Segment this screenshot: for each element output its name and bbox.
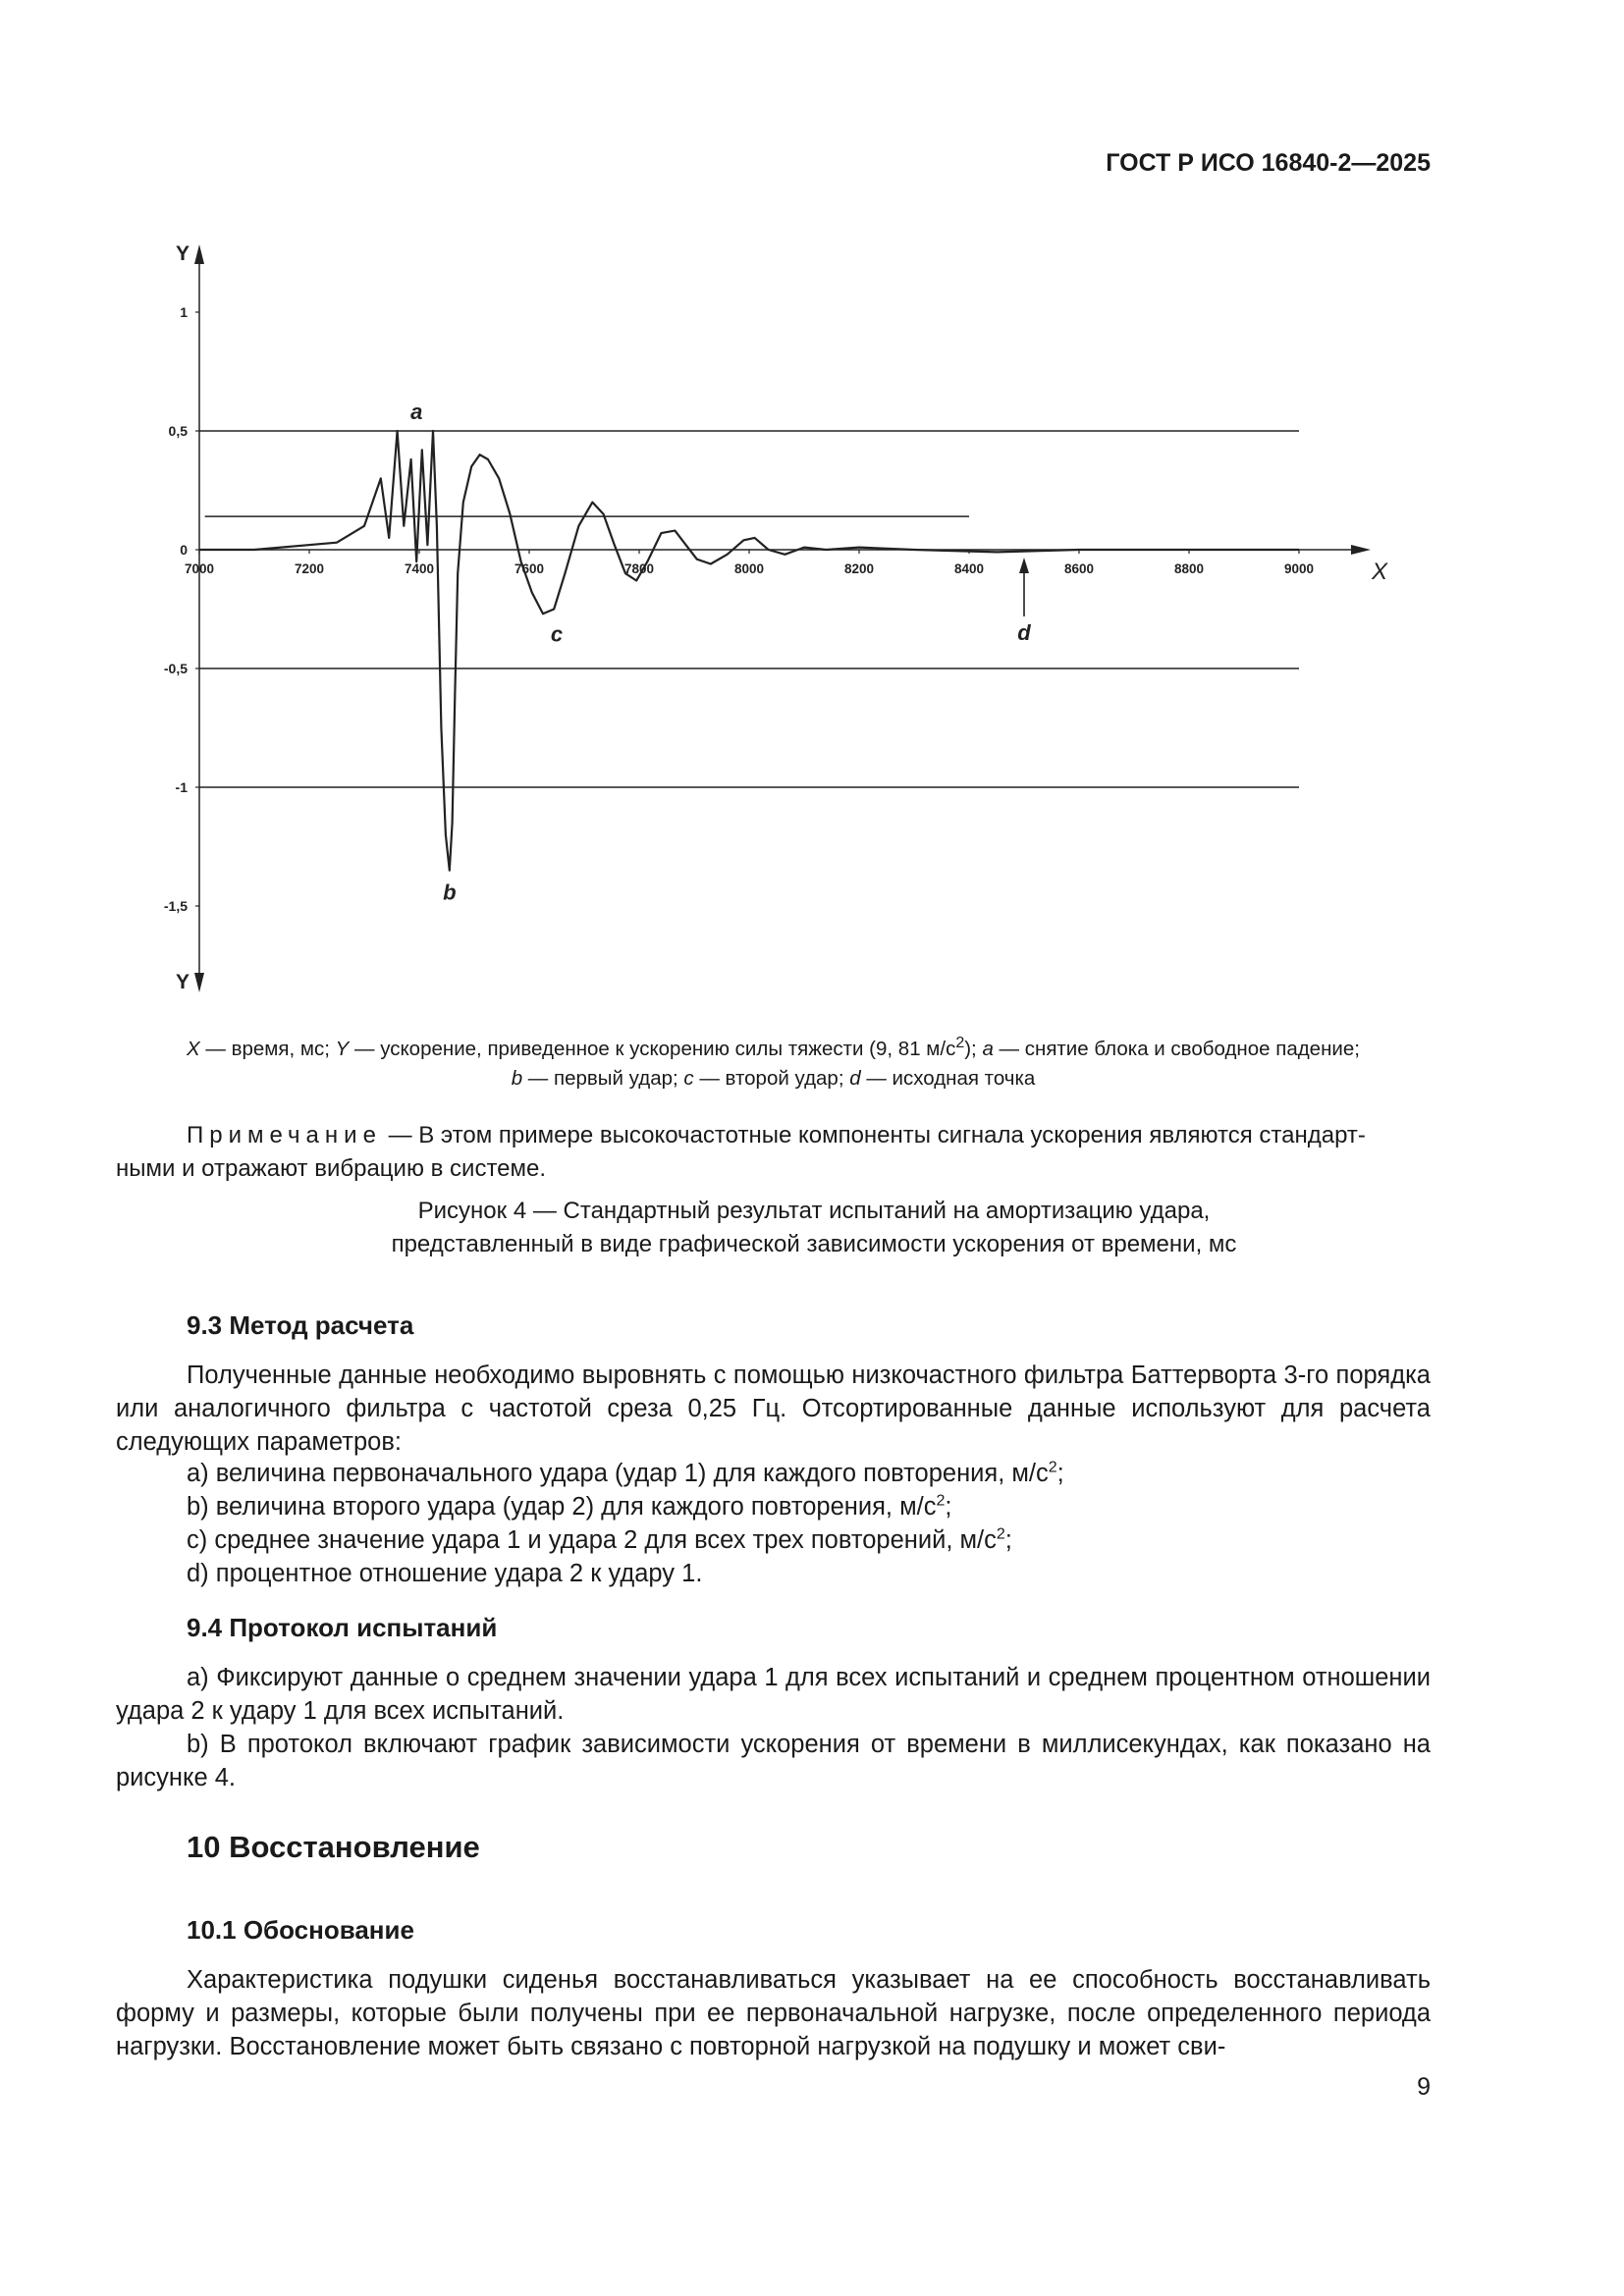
section-9-4-para-a: а) Фиксируют данные о среднем значении удара 1 для всех испытаний и среднем процентном отношении удара 2 к удару 1 для всех испытаний. (116, 1664, 1431, 1725)
legend-x-text: — время, мс; (199, 1038, 336, 1060)
annotation-d-arrowhead (1019, 558, 1029, 573)
y-tick-label: 0 (180, 542, 188, 558)
y-axis-label-top: Y (176, 242, 190, 265)
annotation-c: c (550, 621, 564, 647)
x-axis-label: X (1372, 559, 1388, 585)
section-9-4-heading: 9.4 Протокол испытаний (187, 1613, 498, 1642)
annotation-d: d (1017, 620, 1031, 645)
document-header: ГОСТ Р ИСО 16840-2—2025 (1106, 149, 1431, 177)
legend-a-text: — снятие блока и свободное падение; (993, 1038, 1360, 1060)
list-item-c-end: ; (1004, 1526, 1012, 1554)
section-10-1-heading: 10.1 Обоснование (187, 1915, 414, 1945)
legend-y-symbol: Y (335, 1038, 350, 1060)
y-tick-label: -1 (175, 779, 188, 795)
note-text-line-2: ными и отражают вибрацию в системе. (116, 1155, 547, 1182)
chart-series (199, 431, 1299, 871)
x-tick-label: 8400 (953, 561, 985, 576)
annotation-b: b (443, 880, 457, 905)
section-9-4-para-b: b) В протокол включают график зависимости ускорения от времени в миллисекундах, как показано на рисунке 4. (116, 1731, 1431, 1791)
x-tick-label: 7000 (184, 561, 215, 576)
section-10-heading: 10 Восстановление (187, 1830, 480, 1864)
legend-line-2 (118, 1064, 1429, 1094)
legend-superscript: 2 (955, 1035, 965, 1052)
figure-legend (118, 1035, 1429, 1094)
legend-d-text: — исходная точка (860, 1067, 1036, 1090)
legend-d-symbol: d (849, 1067, 861, 1090)
x-tick-label: 8000 (733, 561, 765, 576)
legend-line-1 (118, 1035, 1429, 1064)
chart-ticks (164, 304, 1314, 914)
x-tick-label: 7400 (404, 561, 435, 576)
series-line (199, 431, 1299, 871)
legend-c-text: — второй удар; (693, 1067, 850, 1090)
x-tick-label: 8800 (1173, 561, 1205, 576)
caption-line-1: Рисунок 4 — Стандартный результат испытаний на амортизацию удара, (417, 1198, 1211, 1224)
legend-b-text: — первый удар; (522, 1067, 684, 1090)
y-tick-label: -1,5 (163, 898, 188, 914)
legend-y-text: — ускорение, приведенное к ускорению силы тяжести (9, 81 м/с (349, 1038, 956, 1060)
chart-reference-lines (199, 431, 1299, 787)
y-tick-label: 0,5 (168, 423, 188, 439)
caption-line-2: представленный в виде графической зависимости ускорения от времени, мс (391, 1231, 1237, 1257)
list-item-a (187, 1457, 1064, 1490)
chart-axes (176, 242, 1388, 993)
x-tick-label: 7200 (294, 561, 325, 576)
x-tick-label: 9000 (1283, 561, 1315, 576)
x-axis-arrow (1351, 545, 1371, 555)
list-item-b-end: ; (945, 1493, 952, 1521)
y-tick-label: 1 (180, 304, 188, 320)
list-item-b-sup: 2 (936, 1492, 946, 1510)
list-item-c (187, 1523, 1012, 1557)
y-tick-label: -0,5 (163, 661, 188, 676)
x-tick-label: 8200 (843, 561, 875, 576)
list-item-b (187, 1490, 951, 1523)
legend-b-symbol: b (511, 1067, 523, 1090)
chart-annotations (410, 400, 1031, 905)
legend-separator: ); (964, 1038, 983, 1060)
legend-x-symbol: X (187, 1038, 200, 1060)
list-item-b-text: b) величина второго удара (удар 2) для каждого повторения, м/с (187, 1493, 937, 1521)
figure-caption (116, 1195, 1512, 1261)
x-tick-label: 7800 (623, 561, 655, 576)
legend-a-symbol: a (982, 1038, 994, 1060)
note-text-line-1: — В этом примере высокочастотные компоненты сигнала ускорения являются стандарт- (381, 1122, 1366, 1148)
note-label: Примечание (187, 1122, 382, 1148)
list-item-a-end: ; (1056, 1460, 1064, 1487)
x-tick-label: 8600 (1063, 561, 1095, 576)
page-number: 9 (1417, 2073, 1431, 2101)
x-tick-label: 7600 (514, 561, 545, 576)
section-9-3-paragraph: Полученные данные необходимо выровнять с помощью низкочастного фильтра Баттерворта 3-го порядка или аналогичного фильтра с частотой среза 0,25 Гц. Отсортированные данные используют для расчета следующих параметров: (116, 1362, 1431, 1456)
list-item-d: d) процентное отношение удара 2 к удару 1. (187, 1560, 703, 1587)
annotation-a: a (410, 400, 423, 424)
acceleration-chart (137, 231, 1434, 1006)
list-item-c-sup: 2 (996, 1525, 1005, 1543)
y-axis-arrow-up (194, 244, 204, 264)
list-item-a-sup: 2 (1048, 1459, 1057, 1476)
y-axis-label-bottom: Y (176, 971, 190, 993)
figure-note (116, 1119, 1431, 1186)
list-item-a-text: а) величина первоначального удара (удар 1) для каждого повторения, м/с (187, 1460, 1049, 1487)
legend-c-symbol: c (683, 1067, 694, 1090)
section-9-3-heading: 9.3 Метод расчета (187, 1310, 414, 1340)
list-item-c-text: с) среднее значение удара 1 и удара 2 для всех трех повторений, м/с (187, 1526, 997, 1554)
section-10-1-paragraph: Характеристика подушки сиденья восстанавливаться указывает на ее способность восстанавливать форму и размеры, которые были получены при ее первоначальной нагрузке, после определенного периода нагрузки. Восстановление может быть связано с повторной нагрузкой на подушку и может сви- (116, 1966, 1431, 2060)
y-axis-arrow-down (194, 973, 204, 992)
